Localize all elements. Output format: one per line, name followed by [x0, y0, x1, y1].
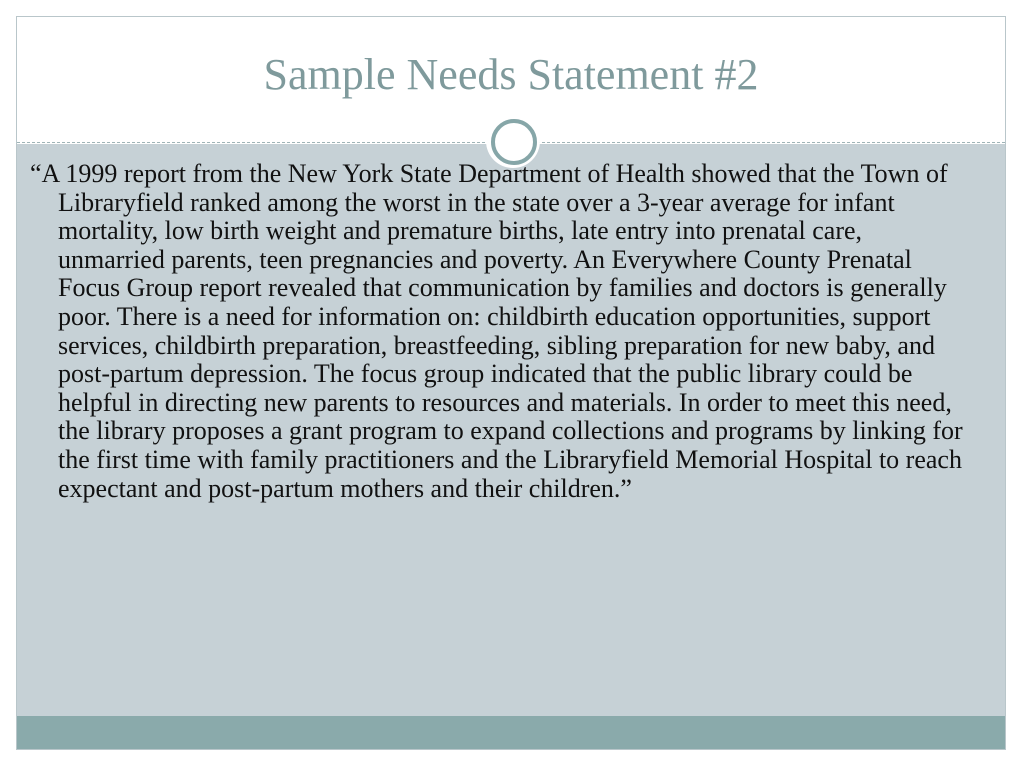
- footer-band: [17, 716, 1005, 750]
- body-paragraph: “A 1999 report from the New York State Department of Health showed that the Town of Libraryfield ranked among the worst in the state over a 3-year average for infant mortality, low birth weight and premature births, late entry into prenatal care, unmarried parents, teen pregnancies and poverty. An Everywhere County Prenatal Focus Group report revealed that communication by families and doctors is generally poor. There is a need for information on: childbirth education opportunities, support services, childbirth preparation, breastfeeding, sibling preparation for new baby, and post-partum depression. The focus group indicated that the public library could be helpful in directing new parents to resources and materials. In order to meet this need, the library proposes a grant program to expand collections and programs by linking for the first time with family practitioners and the Libraryfield Memorial Hospital to reach expectant and post-partum mothers and their children.”: [30, 159, 963, 503]
- slide-title: Sample Needs Statement #2: [263, 50, 759, 99]
